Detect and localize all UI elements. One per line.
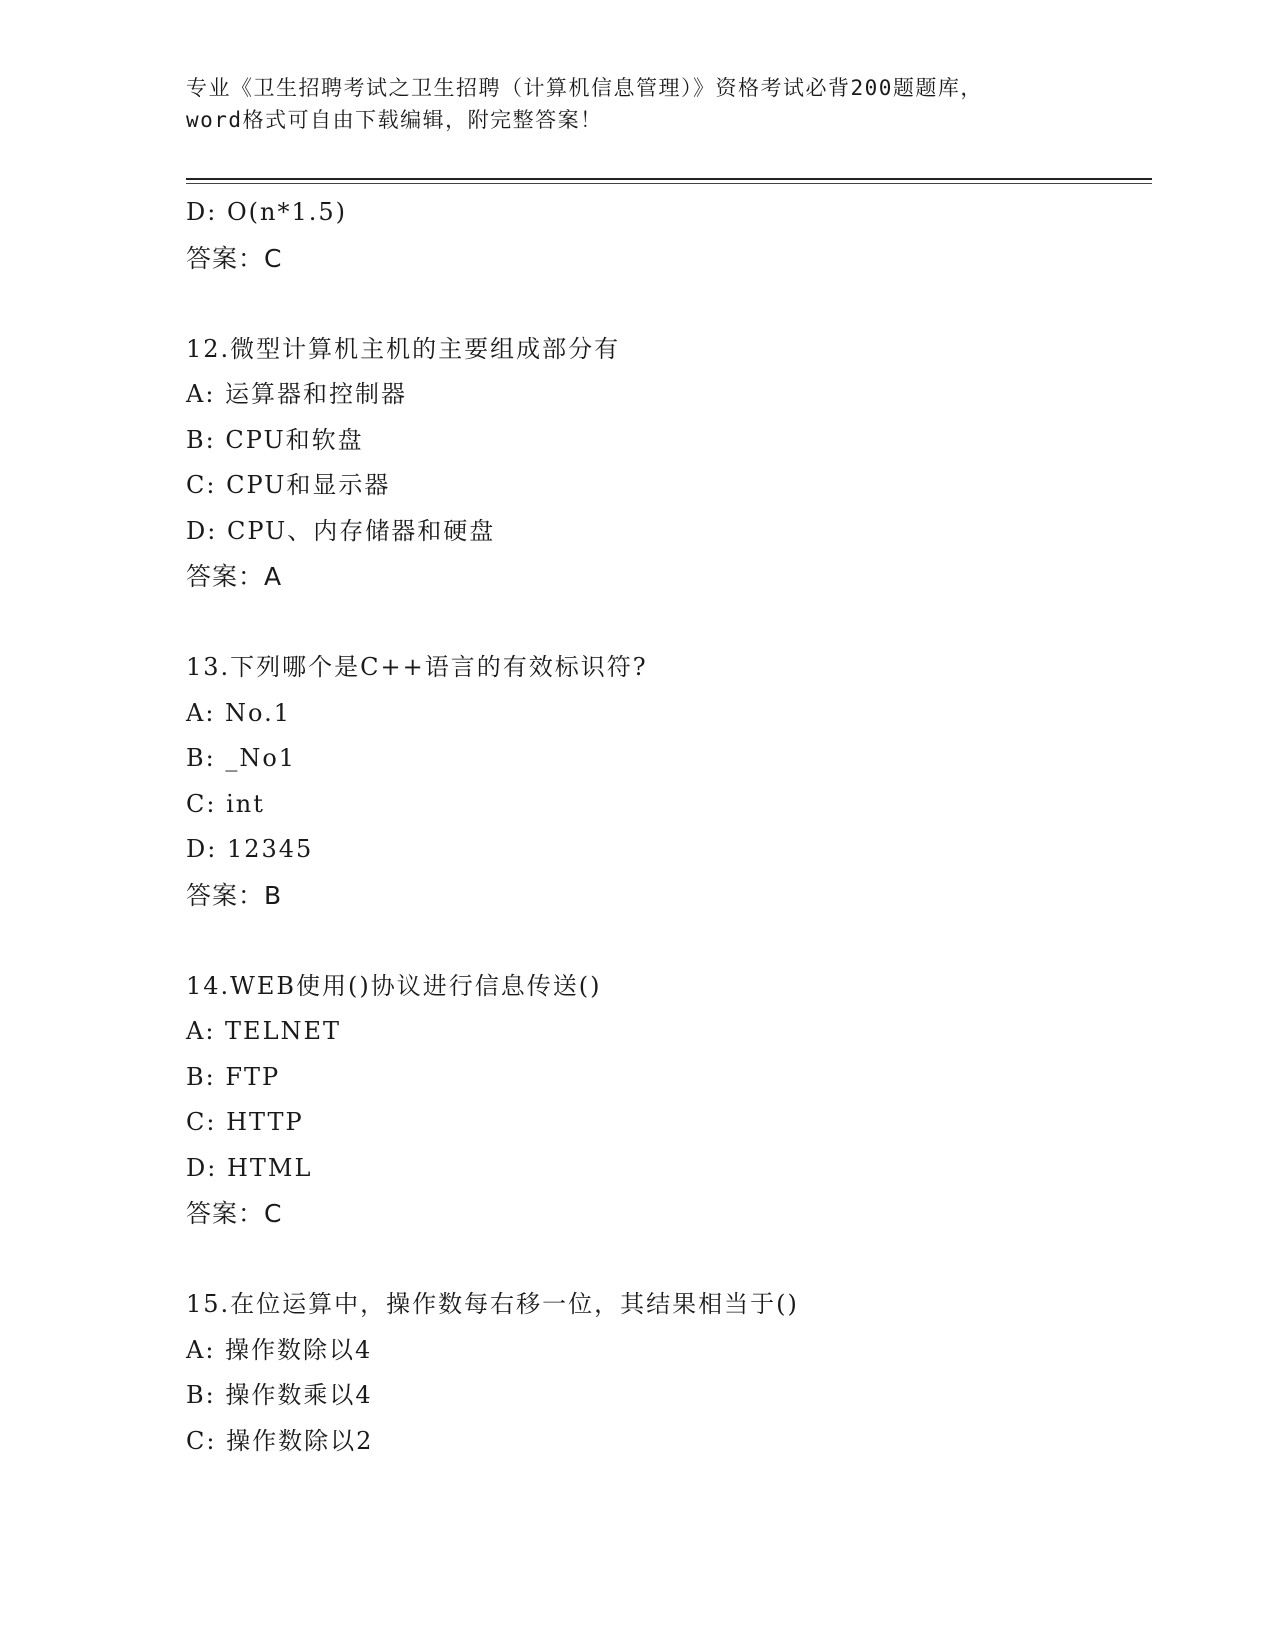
header-line-1: 专业《卫生招聘考试之卫生招聘（计算机信息管理）》资格考试必背200题题库， bbox=[186, 76, 983, 100]
answer-line: 答案：B bbox=[186, 880, 283, 910]
question-list bbox=[186, 190, 1136, 1464]
document-header bbox=[186, 72, 1086, 136]
header-line-2: word格式可自由下载编辑，附完整答案！ bbox=[186, 108, 603, 132]
option-d: D: CPU、内存储器和硬盘 bbox=[186, 516, 496, 545]
question-11-tail bbox=[186, 190, 1136, 281]
spacer bbox=[186, 600, 1136, 646]
header-divider-thick bbox=[186, 178, 1152, 180]
option-c: C: HTTP bbox=[186, 1108, 304, 1136]
option-d: D: O(n*1.5) bbox=[186, 198, 347, 226]
option-d: D: 12345 bbox=[186, 835, 314, 863]
header-divider-thin bbox=[186, 183, 1152, 184]
option-a: A: No.1 bbox=[186, 698, 291, 727]
option-d: D: HTML bbox=[186, 1153, 313, 1182]
option-a: A: TELNET bbox=[186, 1017, 342, 1045]
option-c: C: 操作数除以2 bbox=[186, 1426, 374, 1455]
question-stem: 15.在位运算中，操作数每右移一位，其结果相当于() bbox=[186, 1290, 799, 1318]
spacer bbox=[186, 1237, 1136, 1283]
option-b: B: _No1 bbox=[186, 744, 297, 772]
answer-line: 答案：A bbox=[186, 562, 283, 591]
option-c: C: CPU和显示器 bbox=[186, 471, 391, 499]
option-c: C: int bbox=[186, 789, 265, 818]
option-b: B: CPU和软盘 bbox=[186, 425, 364, 454]
spacer bbox=[186, 918, 1136, 964]
option-a: A: 操作数除以4 bbox=[186, 1335, 373, 1364]
question-13 bbox=[186, 645, 1136, 918]
answer-line: 答案：C bbox=[186, 1199, 283, 1228]
question-12 bbox=[186, 327, 1136, 600]
option-a: A: 运算器和控制器 bbox=[186, 380, 408, 408]
spacer bbox=[186, 281, 1136, 327]
question-stem: 13.下列哪个是C++语言的有效标识符? bbox=[186, 653, 648, 681]
option-b: B: 操作数乘以4 bbox=[186, 1381, 373, 1409]
option-b: B: FTP bbox=[186, 1062, 281, 1091]
question-15 bbox=[186, 1282, 1136, 1464]
question-stem: 14.WEB使用()协议进行信息传送() bbox=[186, 971, 602, 1000]
question-14 bbox=[186, 964, 1136, 1237]
answer-line: 答案：C bbox=[186, 243, 283, 273]
question-stem: 12.微型计算机主机的主要组成部分有 bbox=[186, 334, 621, 363]
